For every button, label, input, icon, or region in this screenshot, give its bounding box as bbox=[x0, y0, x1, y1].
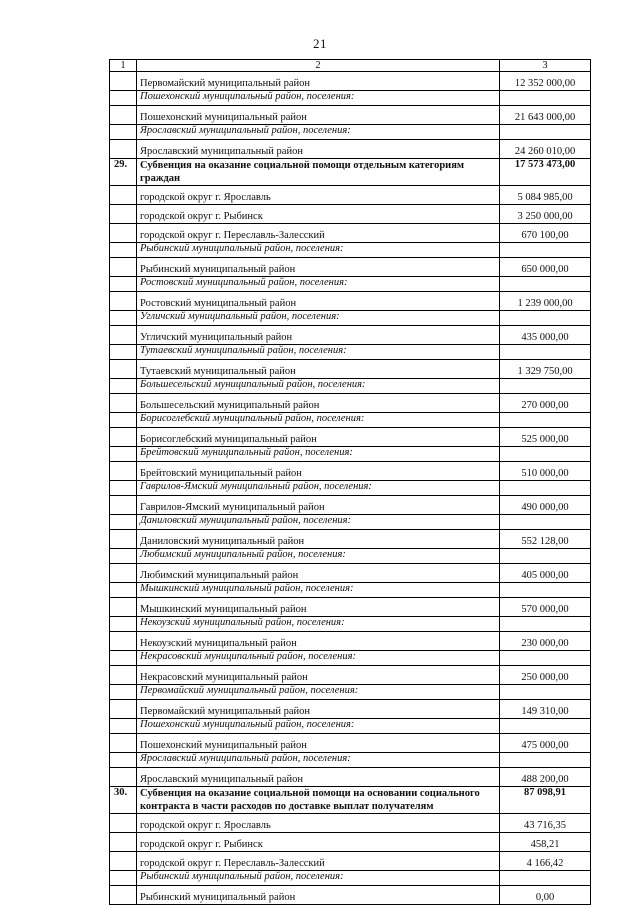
row-value: 435 000,00 bbox=[500, 326, 591, 345]
row-number bbox=[110, 481, 137, 496]
row-number bbox=[110, 379, 137, 394]
table-row bbox=[110, 360, 591, 379]
row-number bbox=[110, 258, 137, 277]
row-number bbox=[110, 428, 137, 447]
row-value: 488 200,00 bbox=[500, 768, 591, 787]
row-number bbox=[110, 140, 137, 159]
row-value: 475 000,00 bbox=[500, 734, 591, 753]
row-number bbox=[110, 651, 137, 666]
subheading-row bbox=[110, 311, 591, 326]
row-value: 230 000,00 bbox=[500, 632, 591, 651]
row-value: 270 000,00 bbox=[500, 394, 591, 413]
row-name: городской округ г. Переславль-Залесский bbox=[137, 224, 500, 243]
row-name: городской округ г. Переславль-Залесский bbox=[137, 852, 500, 871]
row-name: городской округ г. Ярославль bbox=[137, 186, 500, 205]
row-name: Пошехонский муниципальный район bbox=[137, 734, 500, 753]
row-name: Ярославский муниципальный район bbox=[137, 140, 500, 159]
row-value bbox=[500, 651, 591, 666]
header-row bbox=[110, 60, 591, 72]
row-name: Любимский муниципальный район bbox=[137, 564, 500, 583]
row-name: Гаврилов-Ямский муниципальный район, поселения: bbox=[137, 481, 500, 496]
row-value: 3 250 000,00 bbox=[500, 205, 591, 224]
row-name: Пошехонский муниципальный район bbox=[137, 106, 500, 125]
row-name: Тутаевский муниципальный район, поселения: bbox=[137, 345, 500, 360]
row-number bbox=[110, 632, 137, 651]
row-number bbox=[110, 91, 137, 106]
row-value: 149 310,00 bbox=[500, 700, 591, 719]
row-name: Ярославский муниципальный район, поселения: bbox=[137, 125, 500, 140]
row-value bbox=[500, 379, 591, 394]
subheading-row bbox=[110, 719, 591, 734]
subheading-row bbox=[110, 277, 591, 292]
row-number bbox=[110, 617, 137, 632]
row-name: Большесельский муниципальный район bbox=[137, 394, 500, 413]
row-name: Борисоглебский муниципальный район bbox=[137, 428, 500, 447]
row-name: Гаврилов-Ямский муниципальный район bbox=[137, 496, 500, 515]
table-row bbox=[110, 768, 591, 787]
row-name: Ярославский муниципальный район bbox=[137, 768, 500, 787]
table-row bbox=[110, 833, 591, 852]
table-row bbox=[110, 598, 591, 617]
row-number bbox=[110, 886, 137, 905]
row-name: Первомайский муниципальный район bbox=[137, 700, 500, 719]
row-value: 552 128,00 bbox=[500, 530, 591, 549]
table-row bbox=[110, 292, 591, 311]
section-row bbox=[110, 787, 591, 814]
row-number bbox=[110, 106, 137, 125]
row-number bbox=[110, 700, 137, 719]
section-row bbox=[110, 159, 591, 186]
row-number bbox=[110, 515, 137, 530]
row-name: Некрасовский муниципальный район, поселения: bbox=[137, 651, 500, 666]
row-number bbox=[110, 549, 137, 564]
row-number bbox=[110, 666, 137, 685]
table-row bbox=[110, 428, 591, 447]
row-number bbox=[110, 224, 137, 243]
row-name: Большесельский муниципальный район, поселения: bbox=[137, 379, 500, 394]
header-col-2: 2 bbox=[137, 60, 500, 72]
row-name: Любимский муниципальный район, поселения: bbox=[137, 549, 500, 564]
subheading-row bbox=[110, 583, 591, 598]
row-value bbox=[500, 871, 591, 886]
row-value bbox=[500, 243, 591, 258]
row-name: Брейтовский муниципальный район bbox=[137, 462, 500, 481]
row-name: Ростовский муниципальный район bbox=[137, 292, 500, 311]
row-value bbox=[500, 311, 591, 326]
row-value: 525 000,00 bbox=[500, 428, 591, 447]
row-value bbox=[500, 549, 591, 564]
row-number bbox=[110, 598, 137, 617]
row-value bbox=[500, 277, 591, 292]
row-number bbox=[110, 311, 137, 326]
row-number bbox=[110, 292, 137, 311]
row-name: городской округ г. Рыбинск bbox=[137, 205, 500, 224]
row-value bbox=[500, 125, 591, 140]
table-row bbox=[110, 886, 591, 905]
table-row bbox=[110, 106, 591, 125]
table-body bbox=[110, 60, 591, 905]
row-number bbox=[110, 413, 137, 428]
table-row bbox=[110, 496, 591, 515]
row-name: Борисоглебский муниципальный район, поселения: bbox=[137, 413, 500, 428]
row-value: 458,21 bbox=[500, 833, 591, 852]
row-name: Угличский муниципальный район bbox=[137, 326, 500, 345]
table-row bbox=[110, 632, 591, 651]
row-name: Ростовский муниципальный район, поселения: bbox=[137, 277, 500, 292]
row-number bbox=[110, 530, 137, 549]
page-number: 21 bbox=[313, 36, 327, 51]
row-number bbox=[110, 447, 137, 462]
row-value bbox=[500, 413, 591, 428]
row-value bbox=[500, 481, 591, 496]
subheading-row bbox=[110, 91, 591, 106]
row-number bbox=[110, 871, 137, 886]
row-number bbox=[110, 243, 137, 258]
row-number bbox=[110, 205, 137, 224]
subheading-row bbox=[110, 481, 591, 496]
row-name: Субвенция на оказание социальной помощи отдельным категориям граждан bbox=[137, 159, 500, 186]
row-value bbox=[500, 617, 591, 632]
subheading-row bbox=[110, 345, 591, 360]
row-value bbox=[500, 753, 591, 768]
row-value bbox=[500, 345, 591, 360]
row-value: 1 329 750,00 bbox=[500, 360, 591, 379]
row-number bbox=[110, 833, 137, 852]
row-value: 510 000,00 bbox=[500, 462, 591, 481]
header-col-3: 3 bbox=[500, 60, 591, 72]
row-name: городской округ г. Ярославль bbox=[137, 814, 500, 833]
table-row bbox=[110, 462, 591, 481]
table-row bbox=[110, 72, 591, 91]
row-number bbox=[110, 125, 137, 140]
table-row bbox=[110, 700, 591, 719]
row-value bbox=[500, 447, 591, 462]
table-row bbox=[110, 224, 591, 243]
row-value: 0,00 bbox=[500, 886, 591, 905]
table-row bbox=[110, 186, 591, 205]
row-name: Рыбинский муниципальный район, поселения: bbox=[137, 243, 500, 258]
row-value bbox=[500, 583, 591, 598]
row-number bbox=[110, 496, 137, 515]
row-name: Даниловский муниципальный район, поселения: bbox=[137, 515, 500, 530]
row-number bbox=[110, 852, 137, 871]
row-name: Мышкинский муниципальный район, поселения: bbox=[137, 583, 500, 598]
row-value: 250 000,00 bbox=[500, 666, 591, 685]
row-name: Тутаевский муниципальный район bbox=[137, 360, 500, 379]
table-row bbox=[110, 530, 591, 549]
subheading-row bbox=[110, 871, 591, 886]
row-name: Субвенция на оказание социальной помощи на основании социального контракта в части расходов по доставке выплат получателям bbox=[137, 787, 500, 814]
row-value: 87 098,91 bbox=[500, 787, 591, 814]
row-value: 650 000,00 bbox=[500, 258, 591, 277]
row-name: Рыбинский муниципальный район, поселения: bbox=[137, 871, 500, 886]
row-name: Мышкинский муниципальный район bbox=[137, 598, 500, 617]
row-number bbox=[110, 360, 137, 379]
table-row bbox=[110, 394, 591, 413]
subheading-row bbox=[110, 515, 591, 530]
subheading-row bbox=[110, 651, 591, 666]
row-name: Некоузский муниципальный район bbox=[137, 632, 500, 651]
row-value: 12 352 000,00 bbox=[500, 72, 591, 91]
table-row bbox=[110, 258, 591, 277]
row-number bbox=[110, 326, 137, 345]
subheading-row bbox=[110, 379, 591, 394]
row-value: 17 573 473,00 bbox=[500, 159, 591, 186]
row-value: 21 643 000,00 bbox=[500, 106, 591, 125]
row-name: Ярославский муниципальный район, поселения: bbox=[137, 753, 500, 768]
row-number bbox=[110, 814, 137, 833]
row-name: Рыбинский муниципальный район bbox=[137, 886, 500, 905]
row-number bbox=[110, 719, 137, 734]
row-number bbox=[110, 768, 137, 787]
row-name: Угличский муниципальный район, поселения: bbox=[137, 311, 500, 326]
row-number bbox=[110, 564, 137, 583]
row-value: 4 166,42 bbox=[500, 852, 591, 871]
row-value: 670 100,00 bbox=[500, 224, 591, 243]
row-number bbox=[110, 72, 137, 91]
subheading-row bbox=[110, 413, 591, 428]
row-value: 570 000,00 bbox=[500, 598, 591, 617]
subheading-row bbox=[110, 447, 591, 462]
subheading-row bbox=[110, 125, 591, 140]
table-row bbox=[110, 326, 591, 345]
row-number bbox=[110, 462, 137, 481]
row-value bbox=[500, 719, 591, 734]
row-value bbox=[500, 515, 591, 530]
row-value bbox=[500, 91, 591, 106]
row-number bbox=[110, 394, 137, 413]
row-number bbox=[110, 345, 137, 360]
row-number bbox=[110, 734, 137, 753]
row-value: 490 000,00 bbox=[500, 496, 591, 515]
table-row bbox=[110, 814, 591, 833]
row-name: Пошехонский муниципальный район, поселения: bbox=[137, 91, 500, 106]
subheading-row bbox=[110, 243, 591, 258]
subheading-row bbox=[110, 753, 591, 768]
row-value bbox=[500, 685, 591, 700]
budget-table bbox=[109, 59, 591, 905]
row-name: Некрасовский муниципальный район bbox=[137, 666, 500, 685]
table-row bbox=[110, 564, 591, 583]
row-number: 30. bbox=[110, 787, 137, 814]
table-row bbox=[110, 852, 591, 871]
row-number bbox=[110, 186, 137, 205]
table-row bbox=[110, 666, 591, 685]
subheading-row bbox=[110, 685, 591, 700]
row-number bbox=[110, 277, 137, 292]
row-name: Некоузский муниципальный район, поселения: bbox=[137, 617, 500, 632]
row-value: 405 000,00 bbox=[500, 564, 591, 583]
row-name: городской округ г. Рыбинск bbox=[137, 833, 500, 852]
subheading-row bbox=[110, 549, 591, 564]
row-number bbox=[110, 753, 137, 768]
row-number bbox=[110, 685, 137, 700]
row-name: Брейтовский муниципальный район, поселения: bbox=[137, 447, 500, 462]
row-name: Первомайский муниципальный район bbox=[137, 72, 500, 91]
row-name: Первомайский муниципальный район, поселения: bbox=[137, 685, 500, 700]
row-number bbox=[110, 583, 137, 598]
row-name: Пошехонский муниципальный район, поселения: bbox=[137, 719, 500, 734]
row-name: Даниловский муниципальный район bbox=[137, 530, 500, 549]
subheading-row bbox=[110, 617, 591, 632]
row-value: 5 084 985,00 bbox=[500, 186, 591, 205]
table-row bbox=[110, 205, 591, 224]
table-row bbox=[110, 140, 591, 159]
table-row bbox=[110, 734, 591, 753]
header-col-1: 1 bbox=[110, 60, 137, 72]
row-value: 1 239 000,00 bbox=[500, 292, 591, 311]
row-value: 43 716,35 bbox=[500, 814, 591, 833]
row-value: 24 260 010,00 bbox=[500, 140, 591, 159]
row-name: Рыбинский муниципальный район bbox=[137, 258, 500, 277]
row-number: 29. bbox=[110, 159, 137, 186]
